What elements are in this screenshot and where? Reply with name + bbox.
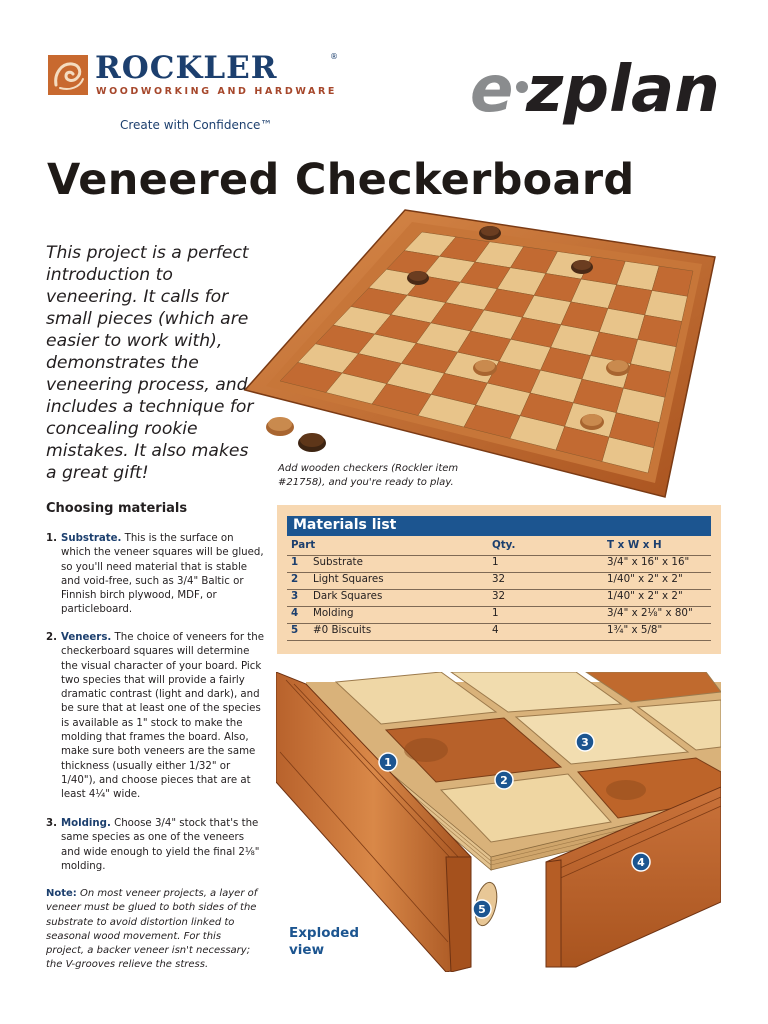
callout-2 <box>495 771 513 789</box>
table-row <box>287 555 711 573</box>
part-dims: 3/4" x 2⅛" x 80" <box>607 607 693 619</box>
page-title: Veneered Checkerboard <box>47 155 635 205</box>
item-text: The choice of veneers for the checkerboard squares will determine the visual character of your board. Pick two species that will provide a fairly dramatic contrast (light and dark), and be sure that at least one of the species is available as 1" stock to make the molding that frames the board. Also, make sure both veneers are the same thickness (usually either 1/32" or 1/40"), and choose pieces that are at least 4¼" wide. <box>61 632 264 801</box>
part-number: 4 <box>291 607 299 619</box>
callout-label: 5 <box>478 903 486 916</box>
part-name: Molding <box>313 607 354 619</box>
item-number: 2. <box>46 632 57 643</box>
checker-piece <box>407 271 429 285</box>
materials-title-bar <box>287 516 711 536</box>
part-name: Light Squares <box>313 573 384 585</box>
part-qty: 32 <box>492 590 506 602</box>
material-item-substrate <box>46 532 264 618</box>
item-text: Choose 3/4" stock that's the same species as one of the veneers and wide enough to yield the final 2⅛" molding. <box>61 818 260 872</box>
item-text: This is the surface on which the veneer squares will be glued, so you'll need material that is stable and void-free, such as 3/4" Baltic or Finnish birch plywood, MDF, or particleboard. <box>61 533 264 616</box>
ezplan-logo <box>470 45 726 130</box>
item-title: Molding. <box>61 818 111 829</box>
part-qty: 1 <box>492 607 499 619</box>
photo-caption: Add wooden checkers (Rockler item #21758), and you're ready to play. <box>278 463 459 488</box>
part-number: 2 <box>291 573 299 585</box>
callout-label: 4 <box>637 856 645 869</box>
column-header: T x W x H <box>607 539 662 551</box>
part-dims: 1/40" x 2" x 2" <box>607 573 683 585</box>
part-dims: 3/4" x 16" x 16" <box>607 556 690 568</box>
part-dims: 1¾" x 5/8" <box>607 624 663 636</box>
exploded-view-label: Exploded view <box>289 925 359 958</box>
section-heading: Choosing materials <box>46 501 188 516</box>
callout-label: 1 <box>384 756 392 769</box>
checker-piece <box>473 360 497 376</box>
checker-piece <box>571 260 593 274</box>
brand-name: ROCKLER <box>95 50 278 86</box>
callout-1 <box>379 753 397 771</box>
materials-title: Materials list <box>293 517 397 533</box>
callout-3 <box>576 733 594 751</box>
part-name: Substrate <box>313 556 363 568</box>
item-number: 1. <box>46 533 57 544</box>
brand-tagline: WOODWORKING AND HARDWARE <box>96 86 337 97</box>
note-text: On most veneer projects, a layer of veneer must be glued to both sides of the substrate to avoid distortion linked to seasonal wood movement. For this project, a backer veneer isn't necessary; the V-grooves relieve the stress. <box>46 888 258 971</box>
checker-piece <box>298 433 326 452</box>
part-qty: 4 <box>492 624 499 636</box>
part-name: Dark Squares <box>313 590 383 602</box>
table-header-row <box>287 538 711 556</box>
table-row <box>287 589 711 607</box>
part-number: 1 <box>291 556 299 568</box>
svg-text:e: e <box>470 53 514 127</box>
item-title: Veneers. <box>61 632 112 643</box>
checker-piece <box>266 417 294 436</box>
column-header: Part <box>291 539 316 551</box>
table-row <box>287 623 711 641</box>
registered-mark: ® <box>330 52 338 61</box>
callout-5 <box>473 900 491 918</box>
note-label: Note: <box>46 888 77 899</box>
rockler-logo-icon <box>48 55 88 95</box>
table-row <box>287 606 711 624</box>
table-row <box>287 572 711 590</box>
checkerboard-photo <box>240 205 720 500</box>
part-qty: 1 <box>492 556 499 568</box>
materials-list <box>277 505 721 654</box>
part-dims: 1/40" x 2" x 2" <box>607 590 683 602</box>
material-item-molding <box>46 817 264 874</box>
part-name: #0 Biscuits <box>313 624 372 636</box>
part-qty: 32 <box>492 573 506 585</box>
callout-4 <box>632 853 650 871</box>
intro-paragraph: This project is a perfect introduction to veneering. It calls for small pieces (which are easier to work with), demonstrates the veneering process, and includes a technique for concealing rookie mistakes. It also makes a great gift! <box>46 243 254 483</box>
note <box>46 887 258 973</box>
part-number: 3 <box>291 590 299 602</box>
callout-label: 2 <box>500 774 508 787</box>
column-header: Qty. <box>492 539 516 551</box>
checker-piece <box>606 360 630 376</box>
svg-text:zplan: zplan <box>526 53 720 127</box>
slogan: Create with Confidence™ <box>120 118 273 132</box>
part-number: 5 <box>291 624 299 636</box>
checker-piece <box>580 414 604 430</box>
item-number: 3. <box>46 818 57 829</box>
callout-label: 3 <box>581 736 589 749</box>
item-title: Substrate. <box>61 533 122 544</box>
checker-piece <box>479 226 501 240</box>
material-item-veneers <box>46 631 264 803</box>
